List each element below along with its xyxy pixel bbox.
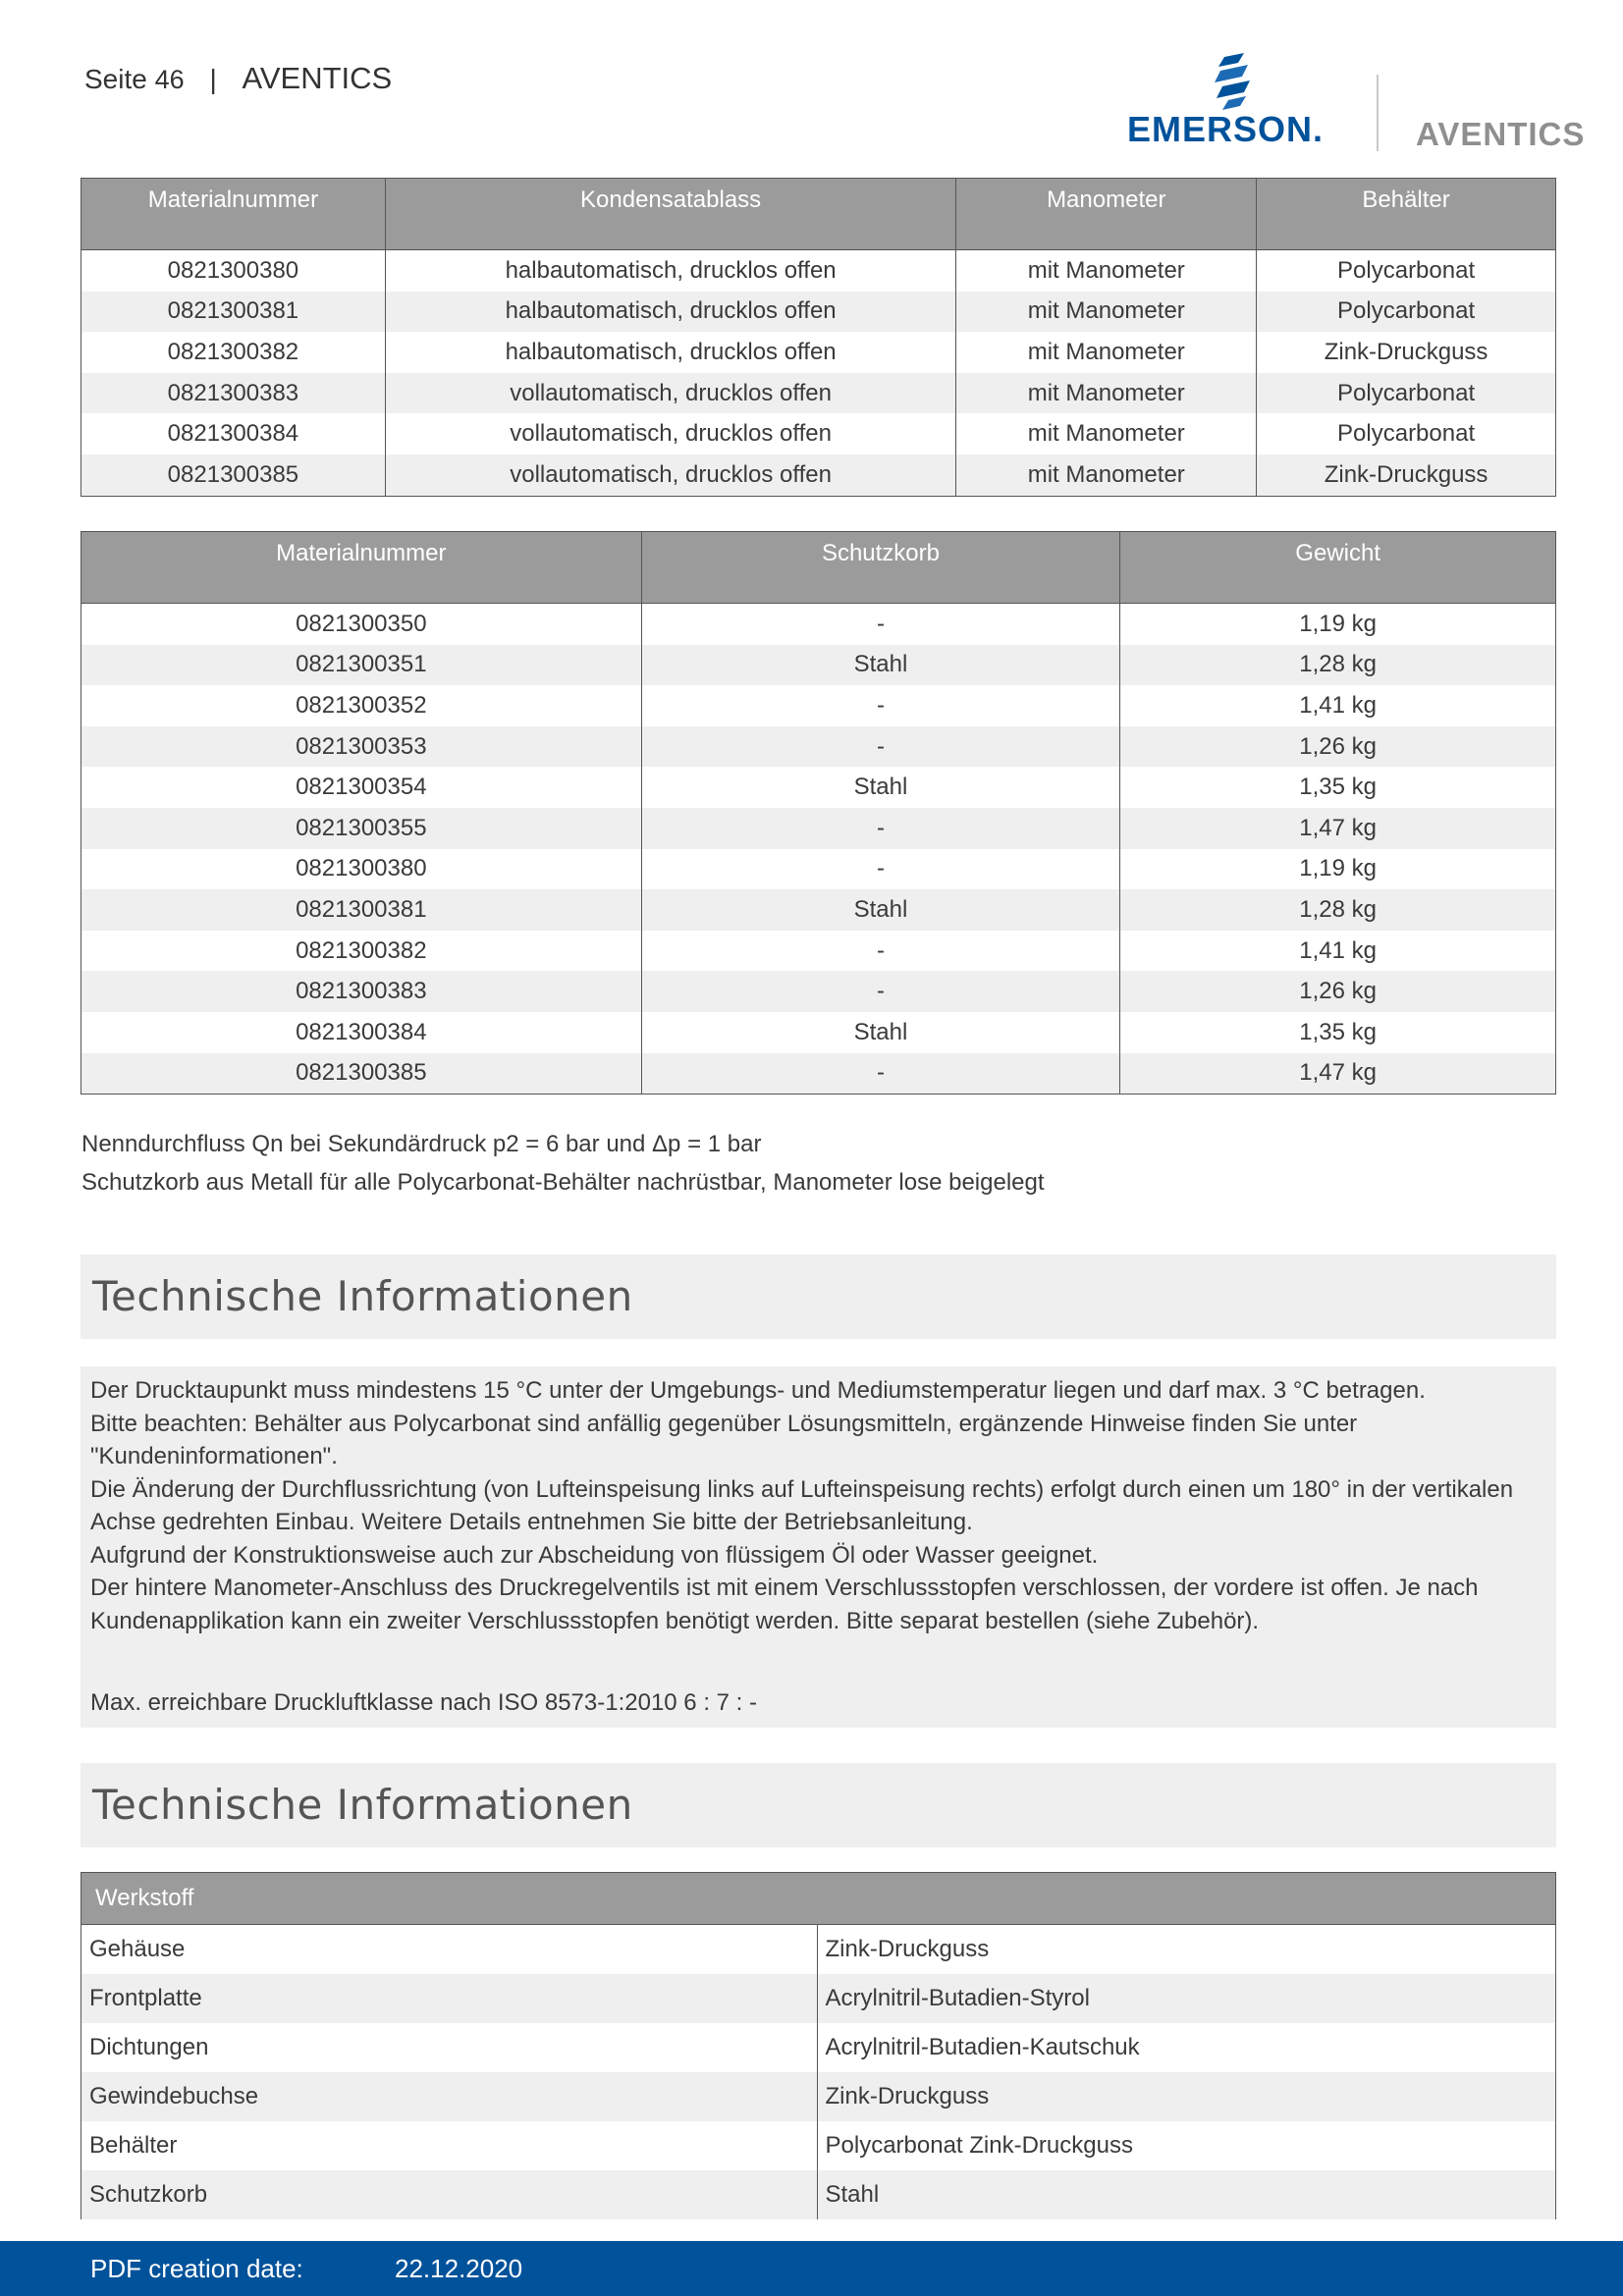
cell-manometer: mit Manometer: [956, 292, 1257, 333]
cell-gewicht: 1,19 kg: [1120, 849, 1556, 890]
technical-info-box: [81, 1366, 1556, 1728]
cell-materialnummer: 0821300384: [81, 1012, 642, 1053]
cell-schutzkorb: -: [641, 685, 1120, 726]
cell-manometer: mit Manometer: [956, 413, 1257, 454]
table-row: [81, 373, 1556, 414]
cell-component: Gehäuse: [81, 1925, 818, 1975]
cell-materialnummer: 0821300382: [81, 931, 642, 972]
cell-kondensatablass: vollautomatisch, drucklos offen: [385, 413, 956, 454]
cell-schutzkorb: Stahl: [641, 645, 1120, 686]
cell-material: Polycarbonat Zink-Druckguss: [817, 2121, 1556, 2170]
info-paragraph: Der Drucktaupunkt muss mindestens 15 °C unter der Umgebungs- und Mediumstemperatur liegen und darf max. 3 °C betragen.: [90, 1377, 1426, 1404]
cell-gewicht: 1,41 kg: [1120, 931, 1556, 972]
cell-materialnummer: 0821300350: [81, 604, 642, 645]
cell-gewicht: 1,26 kg: [1120, 726, 1556, 768]
cell-schutzkorb: -: [641, 808, 1120, 849]
cell-gewicht: 1,28 kg: [1120, 889, 1556, 931]
table-row: [81, 889, 1556, 931]
page-header: [84, 61, 392, 96]
cell-gewicht: 1,47 kg: [1120, 1053, 1556, 1095]
emerson-aventics-logo: [1127, 53, 1598, 151]
cell-gewicht: 1,35 kg: [1120, 1012, 1556, 1053]
section-heading: [81, 1763, 1556, 1847]
cell-materialnummer: 0821300385: [81, 454, 386, 496]
cell-kondensatablass: halbautomatisch, drucklos offen: [385, 250, 956, 292]
page-label: Seite: [84, 64, 147, 94]
cell-kondensatablass: vollautomatisch, drucklos offen: [385, 373, 956, 414]
cell-gewicht: 1,41 kg: [1120, 685, 1556, 726]
cell-kondensatablass: halbautomatisch, drucklos offen: [385, 292, 956, 333]
weight-table: [81, 531, 1556, 1095]
cell-behaelter: Polycarbonat: [1257, 413, 1556, 454]
footer-date: 22.12.2020: [395, 2254, 523, 2283]
footer-label: PDF creation date:: [90, 2254, 303, 2283]
footer-bar: [0, 2241, 1623, 2296]
table-row: [81, 971, 1556, 1012]
header-separator: |: [209, 64, 217, 94]
logo-divider: [1377, 75, 1379, 151]
table-row: [81, 685, 1556, 726]
cell-materialnummer: 0821300383: [81, 373, 386, 414]
table-row: [81, 604, 1556, 645]
cell-material: Acrylnitril-Butadien-Styrol: [817, 1974, 1556, 2023]
note-line: Schutzkorb aus Metall für alle Polycarbonat-Behälter nachrüstbar, Manometer lose beigelegt: [81, 1169, 1045, 1196]
table-row: [81, 849, 1556, 890]
cell-materialnummer: 0821300380: [81, 849, 642, 890]
table-row: [81, 2170, 1556, 2219]
cell-materialnummer: 0821300380: [81, 250, 386, 292]
cell-kondensatablass: vollautomatisch, drucklos offen: [385, 454, 956, 496]
col-header-schutzkorb: Schutzkorb: [641, 532, 1120, 604]
cell-material: Acrylnitril-Butadien-Kautschuk: [817, 2023, 1556, 2072]
cell-material: Stahl: [817, 2170, 1556, 2219]
table-notes: [81, 1125, 1045, 1201]
col-header-gewicht: Gewicht: [1120, 532, 1556, 604]
cell-materialnummer: 0821300355: [81, 808, 642, 849]
material-table: [81, 1872, 1556, 2219]
cell-materialnummer: 0821300383: [81, 971, 642, 1012]
col-header-manometer: Manometer: [956, 179, 1257, 250]
table-row: [81, 1053, 1556, 1095]
cell-schutzkorb: -: [641, 971, 1120, 1012]
info-paragraph: Bitte beachten: Behälter aus Polycarbonat sind anfällig gegenüber Lösungsmitteln, ergänzende Hinweise finden Sie unter "Kundeninformationen".: [90, 1410, 1358, 1469]
cell-materialnummer: 0821300381: [81, 292, 386, 333]
cell-behaelter: Polycarbonat: [1257, 292, 1556, 333]
cell-materialnummer: 0821300384: [81, 413, 386, 454]
cell-schutzkorb: -: [641, 604, 1120, 645]
page-number: 46: [154, 65, 185, 94]
cell-component: Dichtungen: [81, 2023, 818, 2072]
aventics-wordmark: AVENTICS: [1416, 116, 1586, 152]
cell-behaelter: Polycarbonat: [1257, 373, 1556, 414]
material-table-header: Werkstoff: [81, 1873, 1556, 1925]
col-header-kondensatablass: Kondensatablass: [385, 179, 956, 250]
cell-materialnummer: 0821300351: [81, 645, 642, 686]
cell-schutzkorb: Stahl: [641, 767, 1120, 808]
col-header-materialnummer: Materialnummer: [81, 532, 642, 604]
cell-materialnummer: 0821300353: [81, 726, 642, 768]
info-paragraph: Der hintere Manometer-Anschluss des Druckregelventils ist mit einem Verschlussstopfen verschlossen, der vordere ist offen. Je nach Kundenapplikation kann ein zweiter Verschlussstopfen benötigt werden. Bitte separat bestellen (siehe Zubehör).: [90, 1575, 1479, 1634]
emerson-wordmark: EMERSON.: [1127, 109, 1325, 149]
cell-manometer: mit Manometer: [956, 332, 1257, 373]
cell-behaelter: Polycarbonat: [1257, 250, 1556, 292]
cell-schutzkorb: -: [641, 726, 1120, 768]
table-row: [81, 726, 1556, 768]
cell-material: Zink-Druckguss: [817, 1925, 1556, 1975]
table-row: [81, 2121, 1556, 2170]
table-row: [81, 2072, 1556, 2121]
info-paragraph: Aufgrund der Konstruktionsweise auch zur Abscheidung von flüssigem Öl oder Wasser geeignet.: [90, 1541, 1099, 1569]
cell-gewicht: 1,26 kg: [1120, 971, 1556, 1012]
cell-materialnummer: 0821300382: [81, 332, 386, 373]
cell-gewicht: 1,19 kg: [1120, 604, 1556, 645]
cell-behaelter: Zink-Druckguss: [1257, 454, 1556, 496]
cell-component: Gewindebuchse: [81, 2072, 818, 2121]
cell-component: Schutzkorb: [81, 2170, 818, 2219]
table-row: [81, 931, 1556, 972]
table-row: [81, 645, 1556, 686]
cell-materialnummer: 0821300385: [81, 1053, 642, 1095]
air-class-line: Max. erreichbare Druckluftklasse nach ISO 8573-1:2010 6 : 7 : -: [90, 1689, 757, 1716]
cell-component: Behälter: [81, 2121, 818, 2170]
table-row: [81, 332, 1556, 373]
info-paragraph: Die Änderung der Durchflussrichtung (von Lufteinspeisung links auf Lufteinspeisung rechts) erfolgt durch einen um 180° in der vertikalen Achse gedrehten Einbau. Weitere Details entnehmen Sie bitte der Betriebsanleitung.: [90, 1475, 1514, 1535]
col-header-materialnummer: Materialnummer: [81, 179, 386, 250]
cell-schutzkorb: Stahl: [641, 889, 1120, 931]
cell-schutzkorb: -: [641, 849, 1120, 890]
cell-materialnummer: 0821300354: [81, 767, 642, 808]
table-row: [81, 767, 1556, 808]
section-heading: [81, 1255, 1556, 1339]
table-row: [81, 454, 1556, 496]
cell-manometer: mit Manometer: [956, 373, 1257, 414]
cell-schutzkorb: Stahl: [641, 1012, 1120, 1053]
cell-kondensatablass: halbautomatisch, drucklos offen: [385, 332, 956, 373]
cell-gewicht: 1,28 kg: [1120, 645, 1556, 686]
cell-gewicht: 1,35 kg: [1120, 767, 1556, 808]
table-row: [81, 808, 1556, 849]
cell-material: Zink-Druckguss: [817, 2072, 1556, 2121]
cell-gewicht: 1,47 kg: [1120, 808, 1556, 849]
table-row: [81, 250, 1556, 292]
variant-table: [81, 178, 1556, 497]
section-title: Technische Informationen: [92, 1272, 633, 1320]
table-row: [81, 1925, 1556, 1975]
table-row: [81, 1974, 1556, 2023]
note-line: Nenndurchfluss Qn bei Sekundärdruck p2 = 6 bar und Δp = 1 bar: [81, 1131, 762, 1157]
cell-schutzkorb: -: [641, 931, 1120, 972]
table-row: [81, 292, 1556, 333]
cell-component: Frontplatte: [81, 1974, 818, 2023]
table-row: [81, 1012, 1556, 1053]
cell-schutzkorb: -: [641, 1053, 1120, 1095]
cell-manometer: mit Manometer: [956, 250, 1257, 292]
table-row: [81, 2023, 1556, 2072]
cell-behaelter: Zink-Druckguss: [1257, 332, 1556, 373]
cell-manometer: mit Manometer: [956, 454, 1257, 496]
header-brand: AVENTICS: [242, 61, 393, 95]
emerson-mark-icon: [1211, 53, 1256, 110]
cell-materialnummer: 0821300381: [81, 889, 642, 931]
section-title: Technische Informationen: [92, 1781, 633, 1829]
col-header-behaelter: Behälter: [1257, 179, 1556, 250]
cell-materialnummer: 0821300352: [81, 685, 642, 726]
table-row: [81, 413, 1556, 454]
